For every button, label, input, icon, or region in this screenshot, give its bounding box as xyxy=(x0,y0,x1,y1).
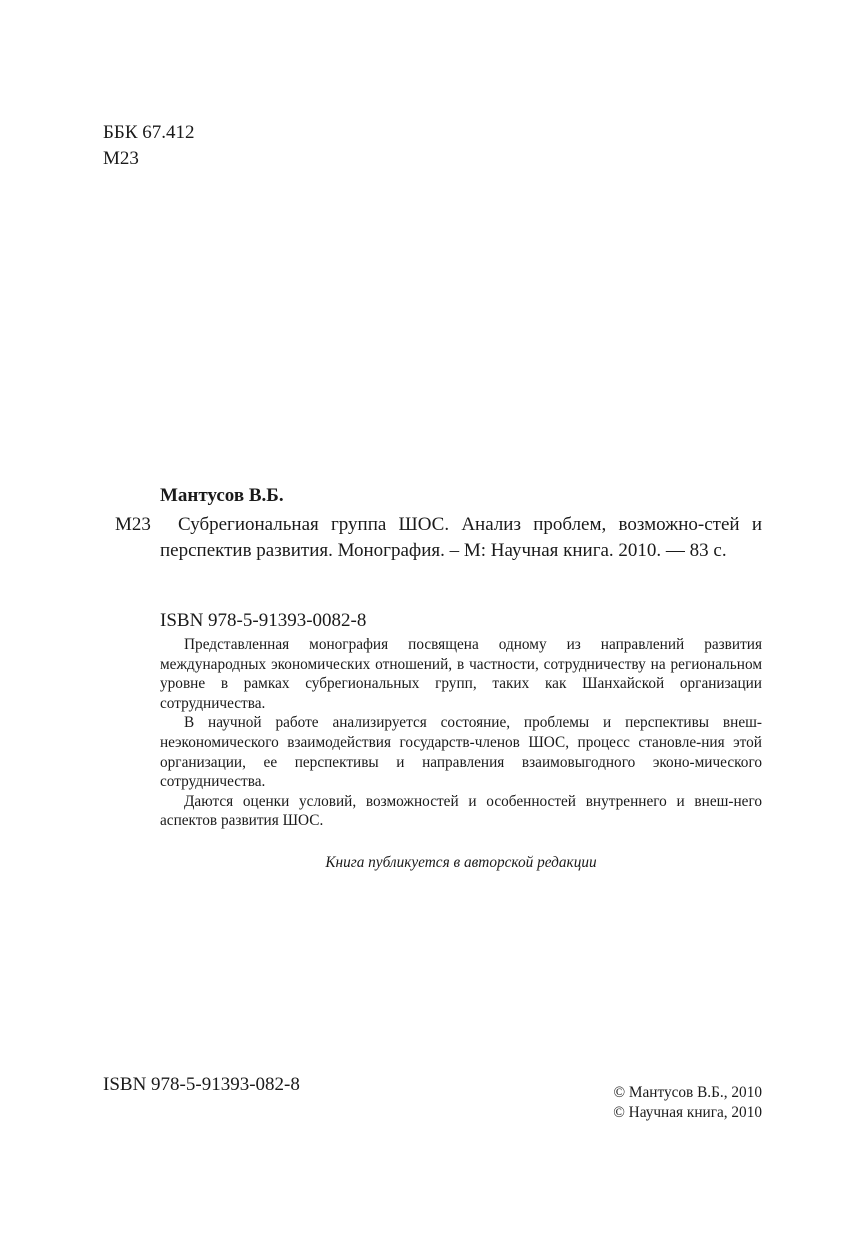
abstract-paragraph: В научной работе анализируется состояние, проблемы и перспективы внеш-неэкономического взаимодействия государств-членов ШОС, процесс становле-ния этой организации, ее перспективы и направления взаимовыгодного эконо-мического сотрудничества. xyxy=(160,714,762,791)
editorial-note: Книга публикуется в авторской редакции xyxy=(325,854,597,871)
author-name: Мантусов В.Б. xyxy=(160,485,284,506)
footer-isbn: ISBN 978-5-91393-082-8 xyxy=(103,1074,300,1095)
copyright-author: © Мантусов В.Б., 2010 xyxy=(613,1084,762,1101)
copyright-publisher: © Научная книга, 2010 xyxy=(613,1104,762,1121)
bbk-index: ББК 67.412 xyxy=(103,122,195,143)
author-code: М23 xyxy=(103,148,139,169)
record-isbn: ISBN 978-5-91393-0082-8 xyxy=(160,610,367,631)
bbk-block xyxy=(103,120,195,172)
bibliographic-title: Субрегиональная группа ШОС. Анализ проблем, возможно-стей и перспектив развития. Монография. – М: Научная книга. 2010. — 83 с. xyxy=(160,514,762,561)
abstract-paragraph: Представленная монография посвящена одному из направлений развития международных экономических отношений, в частности, сотрудничеству на региональном уровне в рамках субрегиональных групп, таких как Шанхайской организации сотрудничества. xyxy=(160,636,762,712)
copyright-block xyxy=(560,1083,762,1123)
abstract xyxy=(160,635,762,831)
record-author-code: М23 xyxy=(115,514,151,535)
abstract-paragraph: Даются оценки условий, возможностей и особенностей внутреннего и внеш-него аспектов развития ШОС. xyxy=(160,792,762,830)
